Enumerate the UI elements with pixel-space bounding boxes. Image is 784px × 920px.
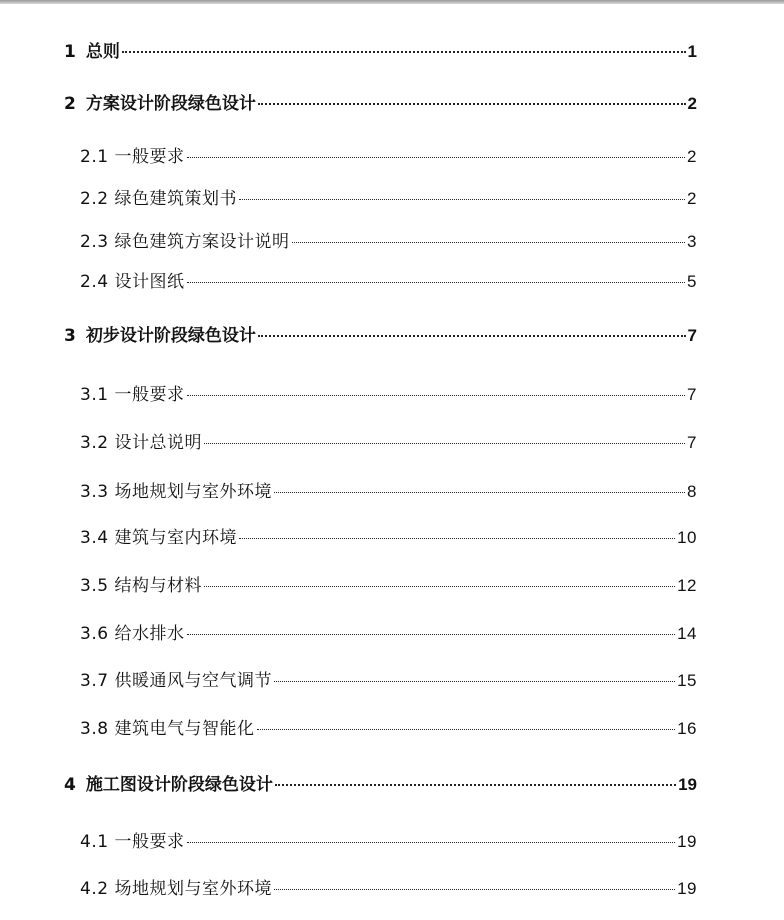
toc-entry[interactable] [80, 428, 697, 453]
toc-dot-leader [204, 586, 675, 587]
toc-entry-page: 19 [678, 775, 697, 794]
toc-entry-number: 3.4 [80, 528, 109, 548]
toc-entry-title: 建筑与室内环境 [114, 528, 238, 548]
toc-entry-title: 绿色建筑方案设计说明 [114, 232, 290, 252]
toc-entry[interactable] [64, 89, 697, 114]
toc-dot-leader [204, 443, 685, 444]
toc-entry-title: 施工图设计阶段绿色设计 [85, 775, 273, 795]
toc-dot-leader [187, 157, 685, 158]
toc-entry-title: 绿色建筑策划书 [114, 189, 238, 209]
toc-dot-leader [274, 889, 675, 890]
toc-entry-number: 2.4 [80, 272, 109, 292]
toc-entry[interactable] [64, 37, 697, 62]
toc-entry-number: 2.1 [80, 147, 109, 167]
toc-entry[interactable] [80, 142, 697, 167]
toc-entry-page: 7 [687, 385, 697, 404]
toc-entry[interactable] [80, 874, 697, 899]
toc-entry[interactable] [80, 523, 697, 548]
toc-entry-title: 初步设计阶段绿色设计 [85, 326, 256, 346]
toc-entry-number: 3.6 [80, 624, 109, 644]
toc-entry[interactable] [80, 571, 697, 596]
toc-entry-page: 5 [687, 272, 697, 291]
toc-entry-number: 2.3 [80, 232, 109, 252]
toc-entry-number: 2.2 [80, 189, 109, 209]
toc-dot-leader [122, 51, 686, 53]
toc-entry-number: 2 [64, 94, 76, 114]
toc-entry[interactable] [80, 227, 697, 252]
toc-entry-page: 19 [677, 832, 697, 851]
toc-entry-page: 16 [677, 719, 697, 738]
toc-entry-page: 7 [687, 326, 697, 345]
toc-entry-title: 一般要求 [114, 385, 185, 405]
toc-entry-number: 3.2 [80, 433, 109, 453]
toc-dot-leader [239, 199, 685, 200]
toc-entry[interactable] [64, 770, 697, 795]
toc-entry-title: 一般要求 [114, 832, 185, 852]
toc-entry-number: 1 [64, 42, 76, 62]
toc-entry[interactable] [80, 477, 697, 502]
toc-entry-title: 方案设计阶段绿色设计 [85, 94, 256, 114]
toc-entry-number: 3.8 [80, 719, 109, 739]
toc-entry-page: 14 [677, 624, 697, 643]
toc-entry[interactable] [80, 380, 697, 405]
toc-entry-page: 15 [677, 671, 697, 690]
toc-dot-leader [239, 538, 675, 539]
toc-entry-number: 3.7 [80, 671, 109, 691]
toc-entry-title: 一般要求 [114, 147, 185, 167]
toc-entry-title: 结构与材料 [114, 576, 203, 596]
toc-dot-leader [274, 681, 675, 682]
toc-entry-number: 4.1 [80, 832, 109, 852]
toc-entry-title: 场地规划与室外环境 [114, 879, 273, 899]
toc-entry-number: 4 [64, 775, 76, 795]
toc-entry[interactable] [80, 827, 697, 852]
toc-dot-leader [187, 842, 676, 843]
toc-entry-title: 设计图纸 [114, 272, 185, 292]
toc-dot-leader [275, 784, 676, 786]
toc-dot-leader [257, 729, 676, 730]
toc-entry-title: 设计总说明 [114, 433, 203, 453]
toc-entry-title: 供暖通风与空气调节 [114, 671, 273, 691]
toc-entry-title: 给水排水 [114, 624, 185, 644]
toc-dot-leader [292, 242, 685, 243]
toc-entry-page: 12 [677, 576, 697, 595]
toc-entry-page: 19 [677, 879, 697, 898]
toc-entry-page: 10 [677, 528, 697, 547]
toc-entry-number: 3.3 [80, 482, 109, 502]
toc-entry-page: 7 [687, 433, 697, 452]
toc-dot-leader [274, 492, 685, 493]
toc-entry-page: 2 [687, 189, 697, 208]
toc-entry-page: 2 [687, 147, 697, 166]
toc-entry-page: 2 [687, 94, 697, 113]
toc-entry[interactable] [80, 619, 697, 644]
toc-entry-title: 建筑电气与智能化 [114, 719, 255, 739]
toc-entry-page: 1 [687, 42, 697, 61]
toc-entry-number: 3.5 [80, 576, 109, 596]
toc-entry[interactable] [64, 321, 697, 346]
toc-entry-number: 3.1 [80, 385, 109, 405]
toc-dot-leader [258, 335, 686, 337]
toc-entry[interactable] [80, 267, 697, 292]
toc-entry[interactable] [80, 184, 697, 209]
toc-entry-title: 场地规划与室外环境 [114, 482, 273, 502]
toc-dot-leader [187, 634, 676, 635]
toc-entry[interactable] [80, 666, 697, 691]
toc-entry-title: 总则 [85, 42, 120, 62]
toc-entry[interactable] [80, 714, 697, 739]
toc-dot-leader [258, 103, 686, 105]
toc-dot-leader [187, 282, 685, 283]
toc-dot-leader [187, 395, 685, 396]
page-top-border [0, 0, 784, 4]
toc-entry-number: 3 [64, 326, 76, 346]
toc-entry-page: 8 [687, 482, 697, 501]
toc-entry-page: 3 [687, 232, 697, 251]
toc-entry-number: 4.2 [80, 879, 109, 899]
